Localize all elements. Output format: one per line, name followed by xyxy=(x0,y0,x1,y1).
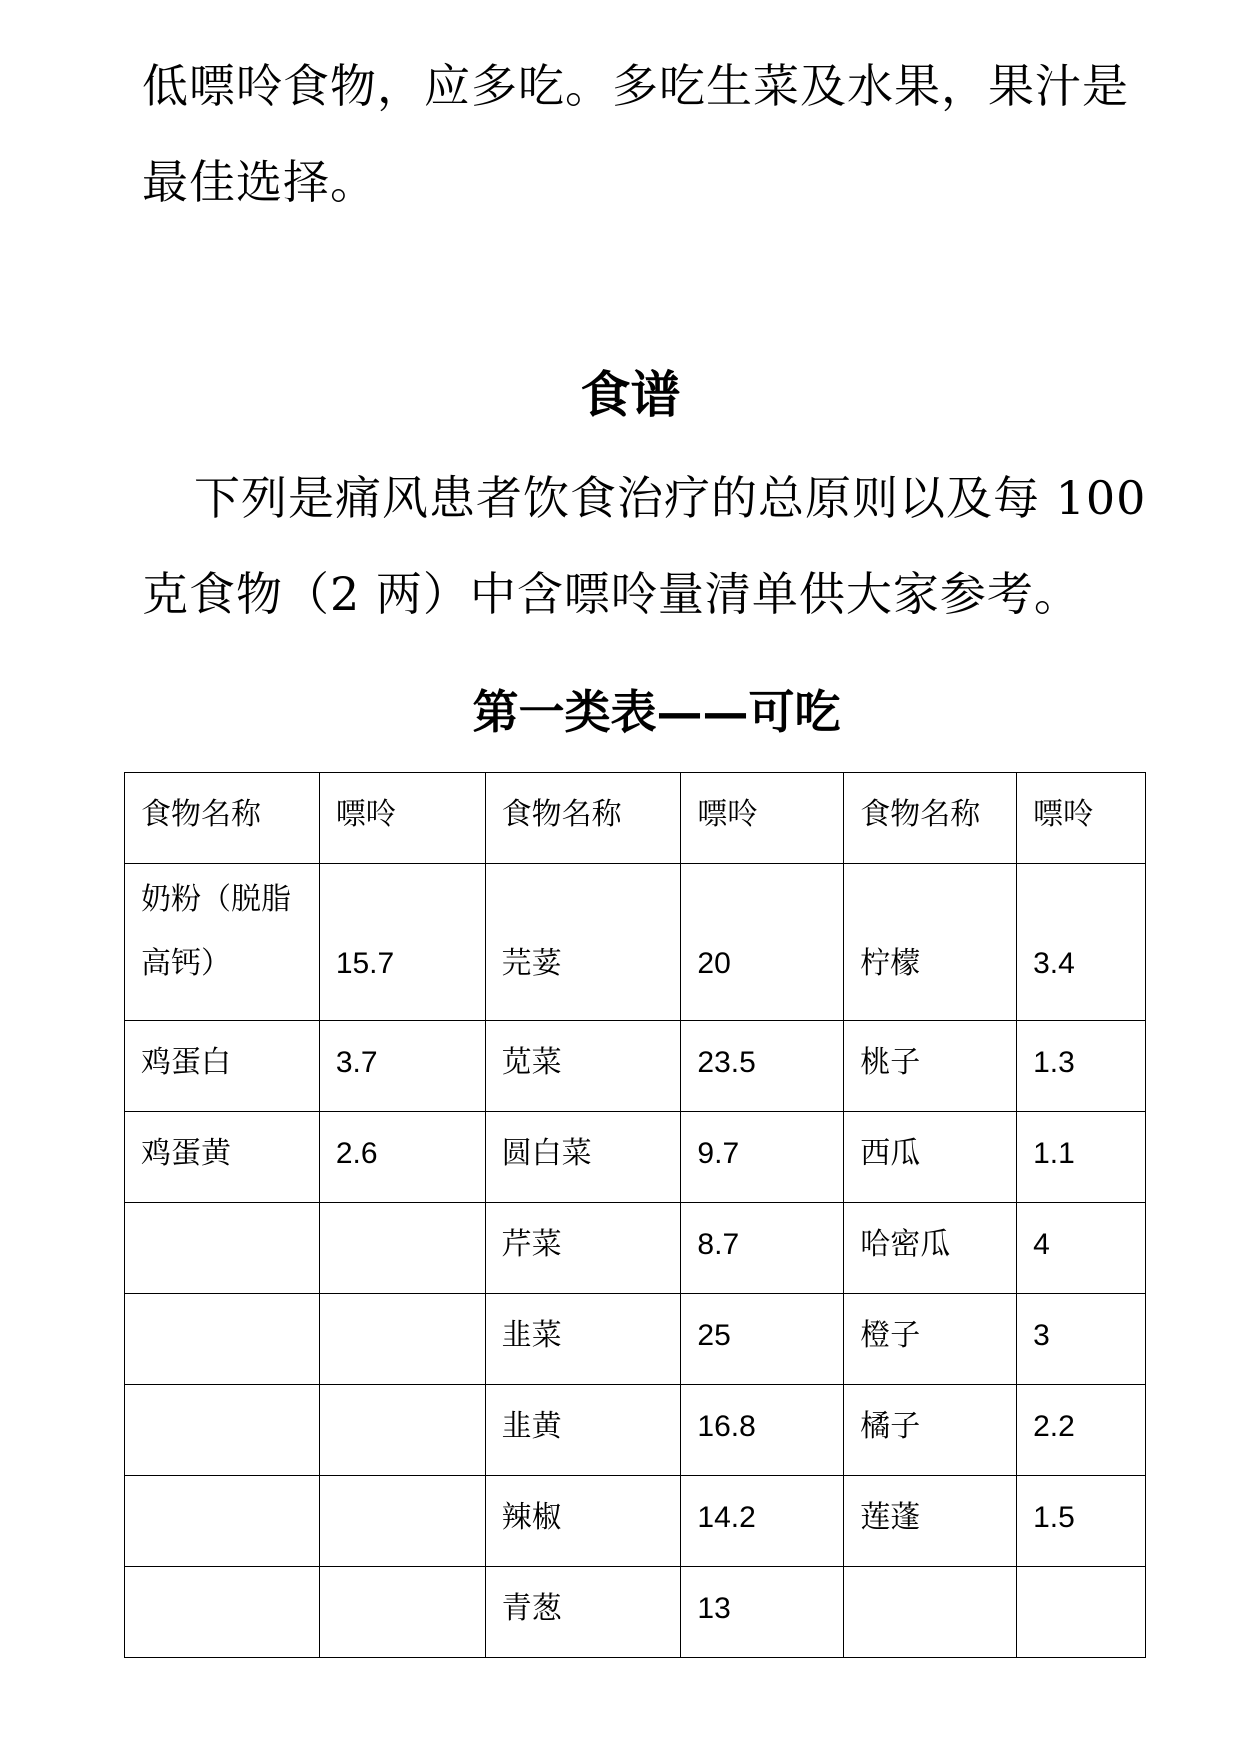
food-name-cell: 莲蓬 xyxy=(844,1476,1017,1567)
table-row xyxy=(125,1021,1146,1112)
food-name-cell: 圆白菜 xyxy=(485,1112,681,1203)
food-name-cell: 鸡蛋白 xyxy=(125,1021,320,1112)
purine-value-cell xyxy=(319,1567,485,1658)
purine-value-cell xyxy=(319,1294,485,1385)
purine-value-cell: 3.4 xyxy=(1017,864,1146,1021)
food-name-cell: 辣椒 xyxy=(485,1476,681,1567)
table-row xyxy=(125,1203,1146,1294)
table-row xyxy=(125,1294,1146,1385)
table-row xyxy=(125,864,1146,1021)
purine-value-cell xyxy=(319,1203,485,1294)
food-name-cell: 橘子 xyxy=(844,1385,1017,1476)
food-name-cell: 苋菜 xyxy=(485,1021,681,1112)
purine-value-cell xyxy=(319,1476,485,1567)
purine-value-cell: 1.3 xyxy=(1017,1021,1146,1112)
purine-value-cell xyxy=(1017,1567,1146,1658)
purine-value-cell: 25 xyxy=(681,1294,844,1385)
food-name-cell: 韭菜 xyxy=(485,1294,681,1385)
table-row xyxy=(125,1385,1146,1476)
purine-value-cell: 2.2 xyxy=(1017,1385,1146,1476)
food-name-cell: 西瓜 xyxy=(844,1112,1017,1203)
food-name-cell: 桃子 xyxy=(844,1021,1017,1112)
intro-paragraph: 低嘌呤食物，应多吃。多吃生菜及水果，果汁是最佳选择。 xyxy=(142,59,1129,209)
header-cell: 嘌呤 xyxy=(1017,773,1146,864)
purine-value-cell: 16.8 xyxy=(681,1385,844,1476)
table-row xyxy=(125,1476,1146,1567)
purine-value-cell: 8.7 xyxy=(681,1203,844,1294)
table-row xyxy=(125,1567,1146,1658)
purine-value-cell: 4 xyxy=(1017,1203,1146,1294)
purine-value-cell: 23.5 xyxy=(681,1021,844,1112)
food-name-cell xyxy=(125,1385,320,1476)
purine-value-cell: 1.5 xyxy=(1017,1476,1146,1567)
purine-value-cell: 15.7 xyxy=(319,864,485,1021)
purine-value-cell: 13 xyxy=(681,1567,844,1658)
table-header-row xyxy=(125,773,1146,864)
food-name-cell xyxy=(125,1476,320,1567)
food-name-cell: 橙子 xyxy=(844,1294,1017,1385)
table-title: 第一类表——可吃 xyxy=(472,685,841,739)
purine-value-cell: 14.2 xyxy=(681,1476,844,1567)
purine-value-cell: 9.7 xyxy=(681,1112,844,1203)
food-name-cell: 哈密瓜 xyxy=(844,1203,1017,1294)
purine-table xyxy=(124,772,1146,1658)
header-cell: 嘌呤 xyxy=(319,773,485,864)
purine-value-cell: 2.6 xyxy=(319,1112,485,1203)
header-cell: 嘌呤 xyxy=(681,773,844,864)
food-name-cell: 青葱 xyxy=(485,1567,681,1658)
table-row xyxy=(125,1112,1146,1203)
purine-value-cell: 3.7 xyxy=(319,1021,485,1112)
food-name-cell: 芹菜 xyxy=(485,1203,681,1294)
food-name-cell xyxy=(125,1567,320,1658)
recipe-title: 食谱 xyxy=(580,365,681,424)
purine-value-cell: 3 xyxy=(1017,1294,1146,1385)
main-paragraph: 下列是痛风患者饮食治疗的总原则以及每 100 克食物（2 两）中含嘌呤量清单供大家参考。 xyxy=(142,471,1147,621)
purine-value-cell xyxy=(319,1385,485,1476)
food-name-cell xyxy=(844,1567,1017,1658)
food-name-cell: 芫荽 xyxy=(485,864,681,1021)
header-cell: 食物名称 xyxy=(485,773,681,864)
header-cell: 食物名称 xyxy=(125,773,320,864)
purine-value-cell: 20 xyxy=(681,864,844,1021)
header-cell: 食物名称 xyxy=(844,773,1017,864)
food-name-cell: 鸡蛋黄 xyxy=(125,1112,320,1203)
food-name-cell xyxy=(125,1294,320,1385)
food-name-cell: 韭黄 xyxy=(485,1385,681,1476)
food-name-cell: 奶粉（脱脂高钙） xyxy=(125,864,320,1021)
purine-value-cell: 1.1 xyxy=(1017,1112,1146,1203)
food-name-cell xyxy=(125,1203,320,1294)
food-name-cell: 柠檬 xyxy=(844,864,1017,1021)
